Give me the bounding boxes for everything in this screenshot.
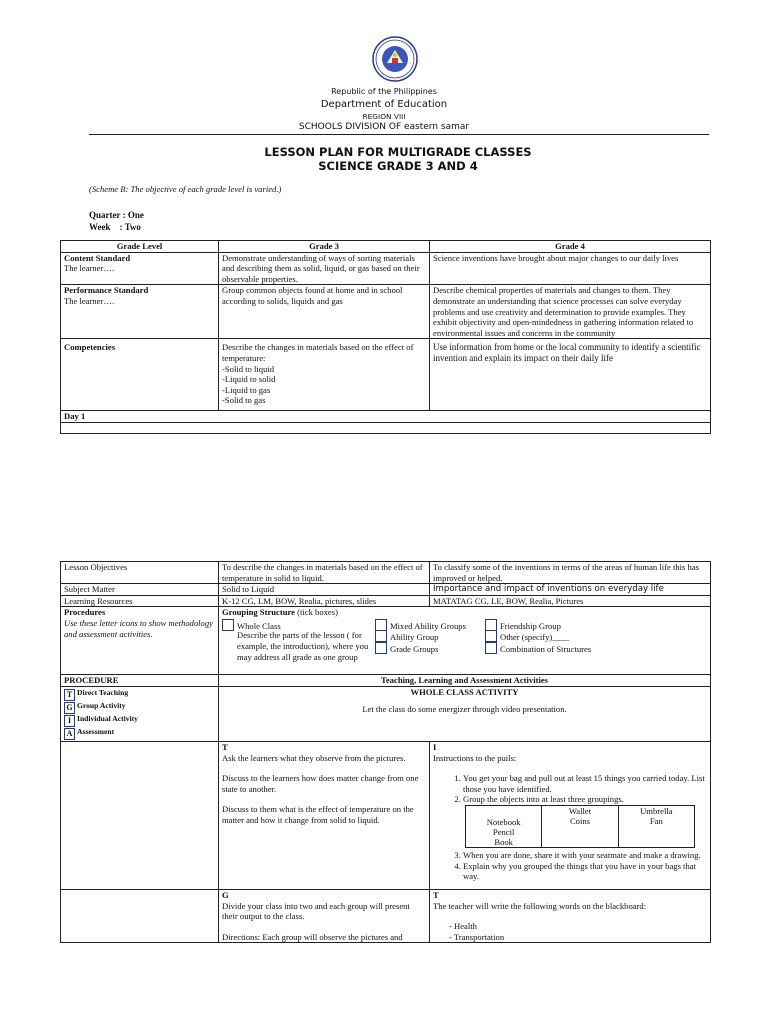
division-text: SCHOOLS DIVISION OF eastern samar	[298, 122, 470, 132]
republic-text: Republic of the Philippines	[331, 87, 437, 96]
g3-G-p2: Directions: Each group will observe the pictures and	[222, 931, 403, 942]
g4-individual-cell	[430, 741, 711, 889]
performance-standard-label: Performance Standard	[64, 285, 149, 296]
g4-T-item: - Health	[463, 921, 707, 932]
legend-group-activity	[64, 701, 215, 714]
subject-matter-label: Subject Matter	[61, 584, 219, 596]
other-checkbox[interactable]	[485, 630, 497, 642]
performance-standard-g4: Describe chemical properties of materials and changes to them. They demonstrate an understanding that science processes can solve everyday problems and use creativity and determination to provide examples. They exhibit objectivity and open-mindedness in gathering information related to environmental issues and concerns in the community	[430, 285, 711, 339]
G-letter-icon: G	[64, 702, 75, 714]
header-divider	[89, 134, 709, 135]
g4-T-items	[433, 921, 707, 942]
g3-direct-teaching-cell	[219, 741, 430, 889]
grouping-structure-heading	[222, 607, 707, 618]
grouping-description: Describe the parts of the lesson ( for example, the introduction), where you may address all grade as one group	[237, 630, 369, 662]
tla-label: Teaching, Learning and Assessment Activities	[219, 675, 711, 687]
friendship-group-label: Friendship Group	[500, 621, 561, 632]
empty-left-cell	[61, 741, 219, 889]
legend-label: Individual Activity	[77, 713, 138, 723]
subject-matter-g4: Importance and impact of inventions on everyday life	[430, 584, 711, 596]
A-letter-icon: A	[64, 728, 75, 740]
lesson-objectives-g3: To describe the changes in materials based on the effect of temperature in solid to liquid.	[219, 562, 430, 584]
whole-class-activity-cell	[219, 686, 711, 741]
competencies-g3-item: -Liquid to solid	[222, 374, 276, 385]
grouping-item: Notebook	[486, 816, 521, 827]
competencies-g3-item: -Solid to gas	[222, 395, 266, 406]
empty-left-cell	[61, 889, 219, 942]
g4-I-intro: Instructions to the puils:	[433, 752, 517, 763]
title-line1: LESSON PLAN FOR MULTIGRADE CLASSES	[264, 145, 532, 159]
g4-direct-teaching-cell	[430, 889, 711, 942]
letter-icons-legend	[61, 686, 219, 741]
procedure-label: PROCEDURE	[61, 675, 219, 687]
content-standard-sub: The learner….	[64, 263, 115, 274]
scheme-note: (Scheme B: The objective of each grade level is varied.)	[89, 184, 282, 194]
ability-group-checkbox[interactable]	[375, 630, 387, 642]
procedures-note: Use these letter icons to show methodology and assessment activities.	[64, 617, 213, 639]
legend-direct-teaching	[64, 688, 215, 701]
I-letter-icon: I	[64, 715, 75, 727]
g4-T-item: - Transportation	[463, 932, 707, 943]
grouping-item: Pencil	[492, 826, 515, 837]
groupings-col1	[466, 805, 542, 847]
g3-T-p1: Ask the learners what they observe from the pictures.	[222, 752, 406, 763]
whole-class-title: WHOLE CLASS ACTIVITY	[410, 686, 519, 697]
header-grade-level: Grade Level	[61, 241, 219, 253]
grade-groups-option[interactable]	[375, 642, 438, 655]
whole-class-label: Whole Class	[237, 621, 281, 632]
grade-groups-label: Grade Groups	[390, 644, 439, 655]
g4-I-step: 2. Group the objects into at least three groupings.	[463, 794, 707, 805]
g4-I-steps-continued	[433, 850, 707, 882]
whole-class-text: Let the class do some energizer through video presentation.	[362, 703, 567, 714]
learning-resources-g3: K-12 CG, LM, BOW, Realia, pictures, slides	[219, 595, 430, 607]
department-text: Department of Education	[320, 99, 448, 110]
procedures-cell	[61, 607, 219, 675]
g3-T-p2: Discuss to the learners how does matter change from one state to another.	[222, 773, 419, 794]
standards-table	[60, 240, 711, 434]
g3-G-p1: Divide your class into two and each group will present their output to the class.	[222, 900, 410, 922]
g4-T-letter: T	[433, 889, 439, 900]
day1-label: Day 1	[61, 411, 711, 423]
grouping-item: Fan	[649, 815, 663, 826]
competencies-g3	[219, 339, 430, 411]
lesson-objectives-g4: To classify some of the inventions in terms of the areas of human life this has improved or helped.	[430, 562, 711, 584]
groupings-col2	[542, 805, 618, 847]
week-label: Week : Two	[89, 222, 141, 232]
lesson-objectives-label: Lesson Objectives	[61, 562, 219, 584]
grouping-item: Wallet	[568, 805, 592, 816]
title-line2: SCIENCE GRADE 3 AND 4	[318, 159, 478, 173]
T-letter-icon: T	[64, 689, 75, 701]
combination-label: Combination of Structures	[500, 644, 592, 655]
header-grade3: Grade 3	[219, 241, 430, 253]
g4-I-step: 4. Explain why you grouped the things that you have in your bags that way.	[463, 861, 707, 882]
performance-standard-g3: Group common objects found at home and in school according to solids, liquids and gas	[219, 285, 430, 339]
subject-matter-g3: Solid to Liquid	[219, 584, 430, 596]
grouping-item: Book	[494, 836, 513, 847]
header-grade4: Grade 4	[430, 241, 711, 253]
other-label: Other (specify)____	[500, 632, 570, 643]
combination-option[interactable]	[485, 642, 591, 655]
performance-standard-sub: The learner….	[64, 295, 115, 306]
g3-T-p3: Discuss to them what is the effect of temperature on the matter and how it change from solid to liquid.	[222, 804, 414, 825]
whole-class-checkbox[interactable]	[222, 619, 234, 631]
other-option[interactable]	[485, 630, 569, 643]
ability-group-label: Ability Group	[390, 632, 439, 643]
g4-I-step: 1. You get your bag and pull out at least 15 things you carried today. List those you have identified.	[463, 773, 707, 794]
learning-resources-g4: MATATAG CG, LE, BOW, Realia, Pictures	[430, 595, 711, 607]
legend-label: Assessment	[77, 726, 115, 736]
procedures-label: Procedures	[64, 607, 106, 618]
g3-group-activity-cell	[219, 889, 430, 942]
lesson-table	[60, 561, 711, 943]
learning-resources-label: Learning Resources	[61, 595, 219, 607]
legend-label: Direct Teaching	[77, 687, 129, 697]
groupings-table	[465, 805, 695, 848]
competencies-g3-intro: Describe the changes in materials based on the effect of temperature:	[222, 342, 414, 363]
ability-group-option[interactable]	[375, 630, 438, 643]
g4-I-letter: I	[433, 741, 437, 752]
legend-label: Group Activity	[77, 700, 126, 710]
grouping-title: Grouping Structure	[222, 607, 295, 618]
content-standard-g4: Science inventions have brought about major changes to our daily lives	[430, 252, 711, 285]
content-standard-cell	[61, 252, 219, 285]
seal-icon	[372, 36, 418, 82]
combination-checkbox[interactable]	[485, 642, 497, 654]
grouping-structure-cell	[219, 607, 711, 675]
g4-T-intro: The teacher will write the following words on the blackboard:	[433, 900, 647, 911]
competencies-g3-item: -Solid to liquid	[222, 363, 275, 374]
quarter-label: Quarter : One	[89, 210, 144, 220]
performance-standard-cell	[61, 285, 219, 339]
groupings-col3	[618, 805, 694, 847]
grouping-item: Coins	[569, 815, 591, 826]
content-standard-label: Content Standard	[64, 252, 131, 263]
g4-I-step: 3. When you are done, share it with your seatmate and make a drawing.	[463, 850, 707, 861]
grouping-hint: (tick boxes)	[297, 607, 338, 618]
content-standard-g3: Demonstrate understanding of ways of sorting materials and describing them as solid, liquid, or gas based on their observable properties.	[219, 252, 430, 285]
legend-individual-activity	[64, 714, 215, 727]
g4-I-steps	[433, 773, 707, 805]
day1-empty-row	[61, 422, 711, 433]
competencies-label: Competencies	[61, 339, 219, 411]
competencies-g3-item: -Liquid to gas	[222, 384, 271, 395]
competencies-g4: Use information from home or the local community to identify a scientific invention and explain its impact on their daily life	[430, 339, 711, 411]
grouping-item: Umbrella	[640, 805, 673, 816]
g3-G-letter: G	[222, 889, 229, 900]
deped-seal	[372, 36, 418, 82]
legend-assessment	[64, 727, 215, 740]
mixed-ability-label: Mixed Ability Groups	[390, 621, 466, 632]
grade-groups-checkbox[interactable]	[375, 642, 387, 654]
region-text: REGION VIII	[362, 112, 406, 121]
g3-T-letter: T	[222, 741, 228, 752]
